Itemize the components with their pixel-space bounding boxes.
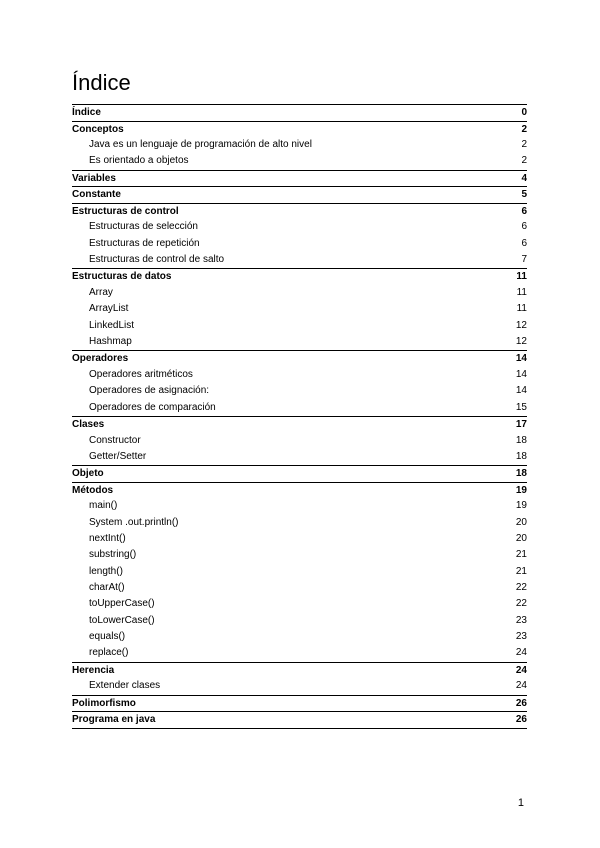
toc-section-entry[interactable] — [72, 662, 527, 679]
toc-section-entry[interactable] — [72, 186, 527, 203]
toc-page-number: 14 — [515, 385, 527, 397]
toc-page-number: 14 — [515, 368, 527, 380]
toc-subsection-entry[interactable] — [72, 645, 527, 661]
toc-section-entry[interactable] — [72, 416, 527, 433]
toc-page-number: 21 — [515, 565, 527, 577]
toc-section-entry[interactable] — [72, 350, 527, 367]
toc-page-number: 2 — [521, 155, 527, 167]
toc-entry-label: Polimorfismo — [72, 697, 136, 709]
toc-page-number: 11 — [516, 287, 527, 298]
toc-page-number: 24 — [515, 680, 527, 692]
toc-subsection-entry[interactable] — [72, 629, 527, 645]
toc-entry-label: Estructuras de control de salto — [89, 254, 225, 266]
toc-page-number: 20 — [515, 516, 527, 528]
toc-subsection-entry[interactable] — [72, 515, 527, 531]
toc-entry-label: replace() — [89, 647, 129, 659]
toc-subsection-entry[interactable] — [72, 285, 527, 301]
toc-subsection-entry[interactable] — [72, 367, 527, 383]
toc-section-entry[interactable] — [72, 465, 527, 482]
toc-entry-label: Estructuras de control — [72, 205, 179, 217]
toc-section-entry[interactable] — [72, 482, 527, 499]
toc-page-number: 7 — [521, 254, 527, 266]
toc-section-entry[interactable] — [72, 268, 527, 285]
toc-entry-label: LinkedList — [89, 319, 135, 331]
toc-subsection-entry[interactable] — [72, 580, 527, 596]
toc-page-number: 6 — [521, 221, 527, 233]
toc-subsection-entry[interactable] — [72, 400, 527, 416]
toc-entry-label: main() — [89, 500, 118, 512]
toc-entry-label: Hashmap — [89, 336, 132, 348]
toc-page-number: 2 — [521, 123, 527, 135]
toc-page-number: 6 — [521, 205, 527, 217]
toc-entry-label: Estructuras de datos — [72, 271, 172, 283]
toc-entry-label: Operadores — [72, 353, 129, 365]
toc-page-number: 11 — [516, 271, 527, 283]
toc-subsection-entry[interactable] — [72, 449, 527, 465]
toc-page-number: 20 — [515, 532, 527, 544]
toc-page-number: 22 — [515, 598, 527, 610]
toc-entry-label: Operadores aritméticos — [89, 368, 193, 380]
table-of-contents — [72, 104, 527, 729]
toc-page-number: 19 — [515, 484, 527, 496]
toc-entry-label: length() — [89, 565, 123, 577]
toc-subsection-entry[interactable] — [72, 137, 527, 153]
toc-page-number: 23 — [515, 614, 527, 626]
toc-subsection-entry[interactable] — [72, 252, 527, 268]
toc-page-number: 26 — [515, 714, 527, 726]
toc-page-number: 24 — [515, 647, 527, 659]
toc-entry-label: Operadores de asignación: — [89, 385, 210, 397]
toc-subsection-entry[interactable] — [72, 153, 527, 169]
toc-entry-label: Java es un lenguaje de programación de alto nivel — [89, 139, 312, 151]
toc-entry-label: Array — [89, 287, 113, 298]
toc-page-number: 15 — [515, 401, 527, 413]
toc-entry-label: toLowerCase() — [89, 614, 155, 626]
toc-page-number: 5 — [521, 189, 527, 201]
toc-entry-label: Métodos — [72, 484, 114, 496]
toc-entry-label: Variables — [72, 172, 116, 184]
toc-entry-label: ArrayList — [89, 303, 129, 315]
toc-entry-label: Programa en java — [72, 714, 156, 726]
toc-section-entry[interactable] — [72, 203, 527, 220]
toc-entry-label: toUpperCase() — [89, 598, 155, 610]
toc-page-number: 4 — [521, 172, 527, 184]
toc-page-number: 24 — [515, 664, 527, 676]
toc-entry-label: charAt() — [89, 582, 125, 593]
toc-entry-label: Estructuras de repetición — [89, 237, 200, 249]
toc-page-number: 21 — [515, 549, 527, 561]
toc-page-number: 6 — [521, 237, 527, 249]
toc-entry-label: Objeto — [72, 468, 104, 480]
toc-subsection-entry[interactable] — [72, 531, 527, 547]
toc-subsection-entry[interactable] — [72, 318, 527, 334]
toc-entry-label: Constructor — [89, 434, 141, 446]
toc-page-number: 0 — [521, 107, 527, 118]
toc-subsection-entry[interactable] — [72, 613, 527, 629]
toc-entry-label: Operadores de comparación — [89, 401, 216, 413]
toc-subsection-entry[interactable] — [72, 433, 527, 449]
toc-subsection-entry[interactable] — [72, 334, 527, 350]
toc-page-number: 12 — [515, 319, 527, 331]
toc-subsection-entry[interactable] — [72, 596, 527, 612]
page-number: 1 — [517, 797, 524, 809]
toc-section-entry[interactable] — [72, 711, 527, 728]
toc-entry-label: Clases — [72, 418, 105, 430]
toc-page-number: 18 — [515, 434, 527, 446]
toc-entry-label: Es orientado a objetos — [89, 155, 189, 167]
toc-page-number: 18 — [515, 450, 527, 462]
toc-subsection-entry[interactable] — [72, 547, 527, 563]
toc-subsection-entry[interactable] — [72, 678, 527, 694]
toc-page-number: 26 — [515, 697, 527, 709]
toc-page-number: 22 — [515, 582, 527, 593]
toc-entry-label: Getter/Setter — [89, 450, 147, 462]
toc-subsection-entry[interactable] — [72, 498, 527, 514]
toc-entry-label: Índice — [72, 107, 101, 118]
toc-subsection-entry[interactable] — [72, 383, 527, 399]
toc-page-number: 19 — [515, 500, 527, 512]
toc-section-entry[interactable] — [72, 170, 527, 187]
toc-section-entry[interactable] — [72, 121, 527, 138]
toc-subsection-entry[interactable] — [72, 564, 527, 580]
toc-page-number: 23 — [515, 631, 527, 643]
toc-page-number: 11 — [516, 303, 527, 315]
toc-entry-label: Extender clases — [89, 680, 161, 692]
toc-subsection-entry[interactable] — [72, 219, 527, 235]
toc-page-number: 14 — [515, 353, 527, 365]
toc-page-number: 12 — [515, 336, 527, 348]
toc-entry-label: Constante — [72, 189, 121, 201]
page-title: Índice — [72, 70, 131, 95]
toc-page-number: 17 — [515, 418, 527, 430]
toc-entry-label: Conceptos — [72, 123, 124, 135]
toc-page-number: 18 — [515, 468, 527, 480]
toc-section-entry[interactable] — [72, 695, 527, 712]
toc-page-number: 2 — [521, 139, 527, 151]
toc-subsection-entry[interactable] — [72, 301, 527, 317]
toc-subsection-entry[interactable] — [72, 236, 527, 252]
toc-entry-label: Herencia — [72, 664, 115, 676]
toc-entry-label: substring() — [89, 549, 137, 561]
toc-entry-label: nextInt() — [89, 532, 126, 544]
toc-entry-label: Estructuras de selección — [89, 221, 198, 233]
toc-entry-label: equals() — [89, 631, 126, 643]
toc-section-entry[interactable] — [72, 104, 527, 121]
toc-entry-label: System .out.println() — [89, 516, 179, 528]
